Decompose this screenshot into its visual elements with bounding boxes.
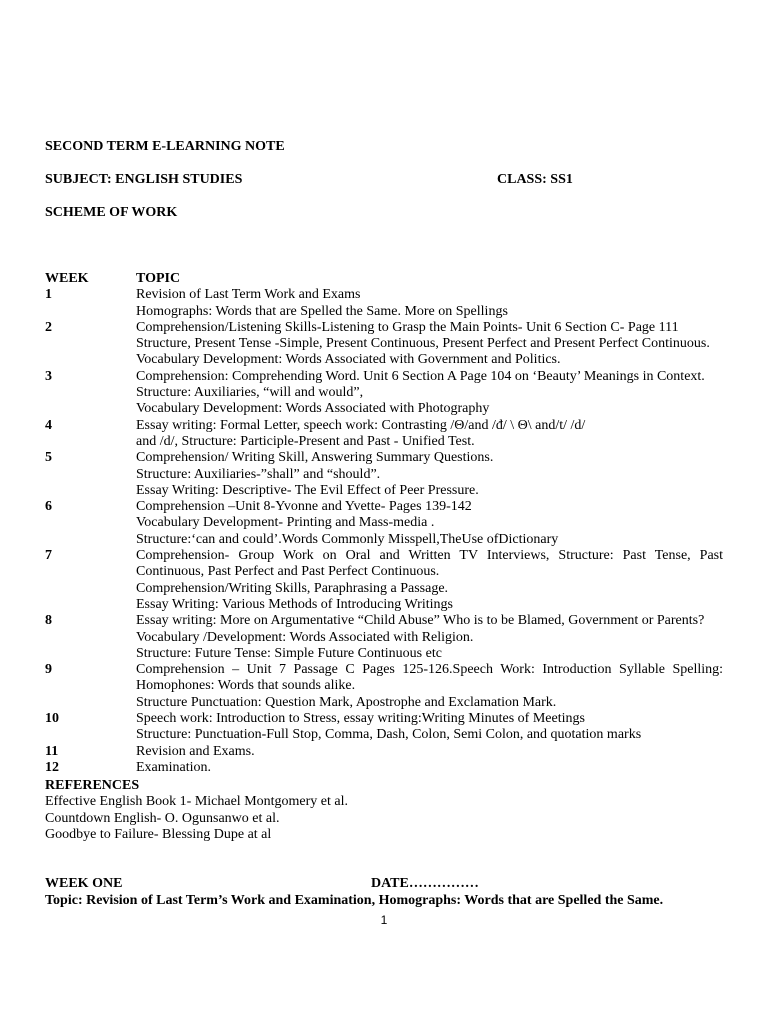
topic-line: Essay Writing: Descriptive- The Evil Effect of Peer Pressure. [136,482,479,498]
topic-line: Comprehension: Comprehending Word. Unit 6 Section A Page 104 on ‘Beauty’ Meanings in Context. [136,368,705,384]
topic-line: Comprehension –Unit 8-Yvonne and Yvette- Pages 139-142 [136,499,472,515]
table-row [45,450,723,499]
topic-cell [136,744,723,760]
date-field: DATE…………… [371,876,479,891]
topic-line: Revision and Exams. [136,743,255,759]
week-number: 10 [45,711,59,727]
week-number: 12 [45,759,59,775]
table-row [45,760,723,776]
week-number: 8 [45,613,52,629]
topic-cell [136,613,723,662]
week-number: 5 [45,450,52,466]
topic-line: Structure: Auxiliaries, “will and would”, [136,385,364,401]
reference-item: Countdown English- O. Ogunsanwo et al. [45,810,280,826]
topic-line: and /d/, Structure: Participle-Present and Past - Unified Test. [136,433,475,449]
topic-line: Essay Writing: Various Methods of Introducing Writings [136,596,453,612]
week-one-heading: WEEK ONE [45,876,123,891]
week-number: 1 [45,287,52,303]
topic-line: Structure, Present Tense -Simple, Present Continuous, Present Perfect and Present Perfect Continuous. [136,336,710,352]
topic-cell [136,548,723,613]
table-row [45,711,723,744]
table-row [45,613,723,662]
topic-line: Structure: Auxiliaries-”shall” and “should”. [136,466,381,482]
topic-line: Structure Punctuation: Question Mark, Apostrophe and Exclamation Mark. [136,694,557,710]
references-heading: REFERENCES [45,778,140,793]
topic-line: Vocabulary Development: Words Associated with Government and Politics. [136,352,561,368]
table-row [45,548,723,613]
class-label: CLASS: SS1 [497,172,573,187]
topic-line: Comprehension – Unit 7 Passage C Pages 125-126.Speech Work: Introduction Syllable Spelling: [136,662,723,678]
topic-line: Comprehension/Writing Skills, Paraphrasing a Passage. [136,580,449,596]
topic-line: Speech work: Introduction to Stress, essay writing:Writing Minutes of Meetings [136,711,585,727]
table-row [45,744,723,760]
topic-line: Homographs: Words that are Spelled the Same. More on Spellings [136,303,508,319]
topic-cell [136,711,723,744]
page-number: 1 [380,913,388,927]
table-header-row [45,271,723,287]
table-row [45,287,723,320]
reference-item: Effective English Book 1- Michael Montgomery et al. [45,794,349,810]
topic-line: Structure: Future Tense: Simple Future Continuous etc [136,645,442,661]
topic-cell [136,499,723,548]
topic-line: Comprehension- Group Work on Oral and Written TV Interviews, Structure: Past Tense, Past [136,548,723,564]
topic-line: Vocabulary /Development: Words Associated with Religion. [136,629,474,645]
scheme-heading: SCHEME OF WORK [45,205,178,220]
week-number: 7 [45,548,52,564]
topic-line: Examination. [136,759,212,775]
schedule-rows [45,287,723,776]
week-number: 2 [45,319,52,335]
week-number: 4 [45,417,52,433]
topic-cell [136,369,723,418]
week-number: 3 [45,368,52,384]
topic-line: Revision of Last Term Work and Exams [136,287,361,303]
topic-line: Essay writing: More on Argumentative “Child Abuse” Who is to be Blamed, Government or Parents? [136,613,705,629]
topic-column-header: TOPIC [136,271,181,286]
topic-cell [136,320,723,369]
references-section [45,778,348,843]
week-number: 11 [45,743,59,759]
topic-line: Structure:‘can and could’.Words Commonly Misspell,TheUse ofDictionary [136,531,559,547]
subject-label: SUBJECT: ENGLISH STUDIES [45,172,243,187]
week-number: 9 [45,662,52,678]
table-row [45,662,723,711]
table-row [45,418,723,451]
topic-line: Vocabulary Development: Words Associated with Photography [136,401,490,417]
table-row [45,499,723,548]
week-column-header: WEEK [45,271,89,286]
topic-line: Essay writing: Formal Letter, speech work: Contrasting /Θ/and /đ/ \ Θ\ and/t/ /d/ [136,417,586,433]
topic-line: Homophones: Words that sounds alike. [136,678,356,694]
document-title: SECOND TERM E-LEARNING NOTE [45,139,285,154]
topic-line: Structure: Punctuation-Full Stop, Comma, Dash, Colon, Semi Colon, and quotation marks [136,727,642,743]
table-row [45,369,723,418]
topic-cell [136,287,723,320]
topic-cell [136,418,723,451]
topic-line: Comprehension/ Writing Skill, Answering Summary Questions. [136,450,494,466]
scheme-of-work-table [45,271,723,776]
topic-line: Vocabulary Development- Printing and Mass-media . [136,515,435,531]
topic-cell [136,760,723,776]
week-one-topic: Topic: Revision of Last Term’s Work and Examination, Homographs: Words that are Spelled the Same. [45,893,664,908]
week-number: 6 [45,499,52,515]
topic-cell [136,450,723,499]
table-row [45,320,723,369]
topic-line: Continuous, Past Perfect and Past Perfect Continuous. [136,564,440,580]
topic-cell [136,662,723,711]
reference-item: Goodbye to Failure- Blessing Dupe at al [45,826,272,842]
topic-line: Comprehension/Listening Skills-Listening to Grasp the Main Points- Unit 6 Section C- Page 111 [136,319,679,335]
